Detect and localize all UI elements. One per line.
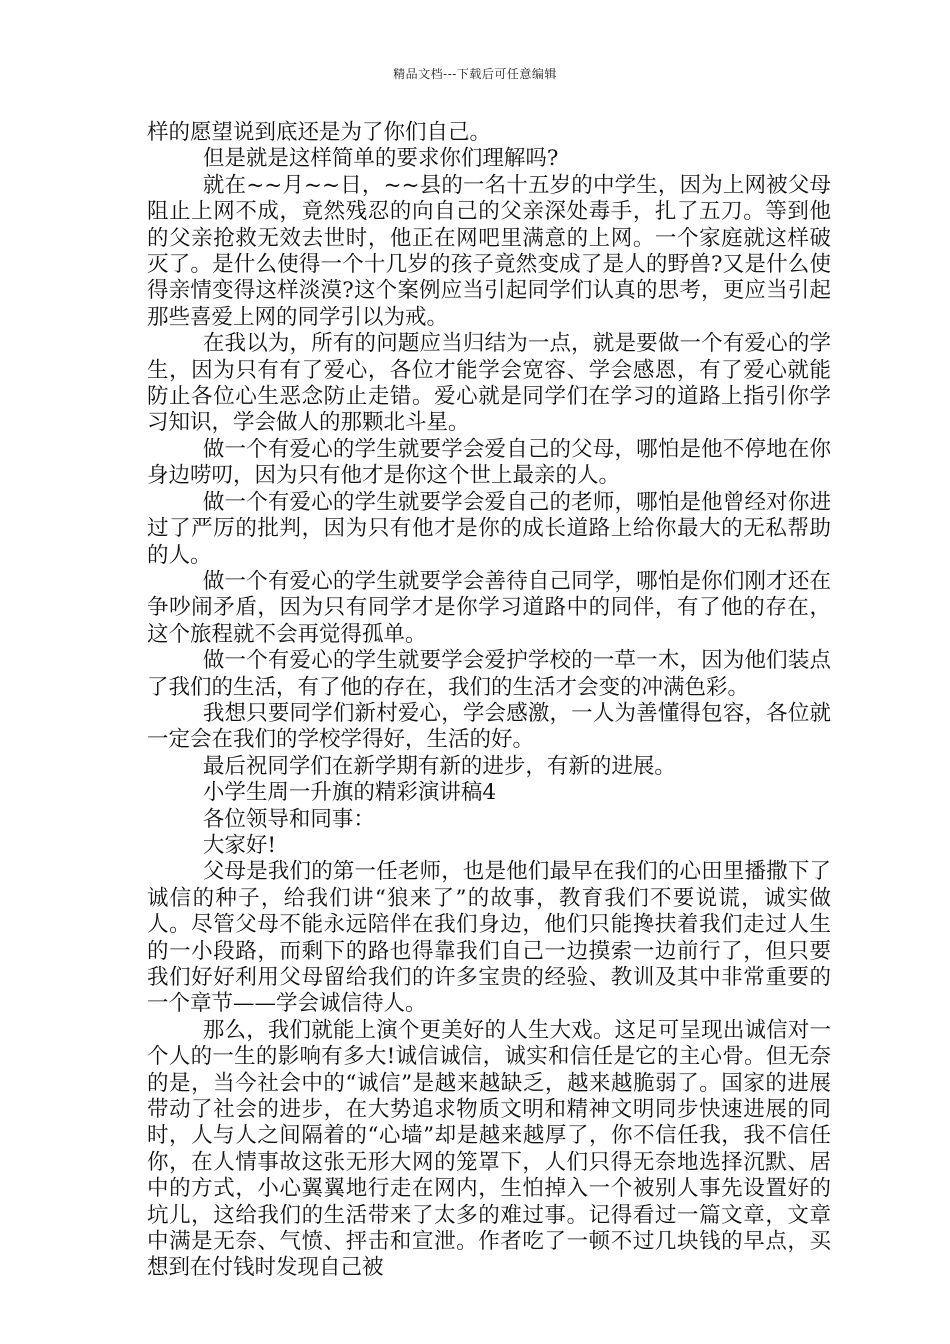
salutation: 各位领导和同事： [202,806,375,832]
section-title: 小学生周一升旗的精彩演讲稿4 [202,780,497,806]
document-body [147,120,831,1282]
paragraph: 父母是我们的第一任老师，也是他们最早在我们的心田里播撒下了诚信的种子，给我们讲“狼来了”的故事，教育我们不要说谎，诚实做人。尽管父母不能永远陪伴在我们身边，他们只能搀扶着我们走过人生的一小段路，而剩下的路也得靠我们自己一边摸索一边前行了，但只要我们好好利用父母留给我们的许多宝贵的经验、教训及其中非常重要的一个章节——学会诚信待人。 [147,859,831,1017]
paragraph: 就在~~月~~日，~~县的一名十五岁的中学生，因为上网被父母阻止上网不成，竟然残忍的向自己的父亲深处毒手，扎了五刀。等到他的父亲抢救无效去世时，他正在网吧里满意的上网。一个家庭就这样破灭了。是什么使得一个十几岁的孩子竟然变成了是人的野兽?又是什么使得亲情变得这样淡漠?这个案例应当引起同学们认真的思考，更应当引起那些喜爱上网的同学引以为戒。 [147,172,831,330]
paragraph: 做一个有爱心的学生就要学会爱护学校的一草一木，因为他们装点了我们的生活，有了他的存在，我们的生活才会变的冲满色彩。 [147,648,831,700]
paragraph: 做一个有爱心的学生就要学会爱自己的父母，哪怕是他不停地在你身边唠叨，因为只有他才是你这个世上最亲的人。 [147,436,831,489]
paragraph: 样的愿望说到底还是为了你们自己。 [147,120,492,145]
paragraph: 那么，我们就能上演个更美好的人生大戏。这足可呈现出诚信对一个人的一生的影响有多大!诚信诚信，诚实和信任是它的主心骨。但无奈的是，当今社会中的“诚信”是越来越缺乏，越来越脆弱了。国家的进展带动了社会的进步，在大势追求物质文明和精神文明同步快速进展的同时，人与人之间隔着的“心墙”却是越来越厚了，你不信任我，我不信任你，在人情事故这张无形大网的笼罩下，人们只得无奈地选择沉默、居中的方式，小心翼翼地行走在网内，生怕掉入一个被别人事先设置好的坑儿，这给我们的生活带来了太多的难过事。记得看过一篇文章，文章中满是无奈、气愤、抨击和宣泄。作者吃了一顿不过几块钱的早点，买想到在付钱时发现自己被 [147,1017,831,1281]
paragraph: 我想只要同学们新村爱心，学会感激，一人为善懂得包容，各位就一定会在我们的学校学得好，生活的好。 [147,700,831,753]
paragraph: 最后祝同学们在新学期有新的进步，有新的进展。 [202,753,676,779]
paragraph: 做一个有爱心的学生就要学会善待自己同学，哪怕是你们刚才还在争吵闹矛盾，因为只有同学才是你学习道路中的同伴，有了他的存在，这个旅程就不会再觉得孤单。 [147,568,831,647]
page-header: 精品文档---下载后可任意编辑 [393,67,557,81]
paragraph: 在我以为，所有的问题应当归结为一点，就是要做一个有爱心的学生，因为只有有了爱心，各位才能学会宽容、学会感恩，有了爱心就能防止各位心生恶念防止走错。爱心就是同学们在学习的道路上指引你学习知识，学会做人的那颗北斗星。 [147,331,831,436]
greeting: 大家好! [202,832,277,858]
paragraph: 但是就是这样简单的要求你们理解吗? [202,146,559,172]
paragraph: 做一个有爱心的学生就要学会爱自己的老师，哪怕是他曾经对你进过了严厉的批判，因为只有他才是你的成长道路上给你最大的无私帮助的人。 [147,489,831,568]
